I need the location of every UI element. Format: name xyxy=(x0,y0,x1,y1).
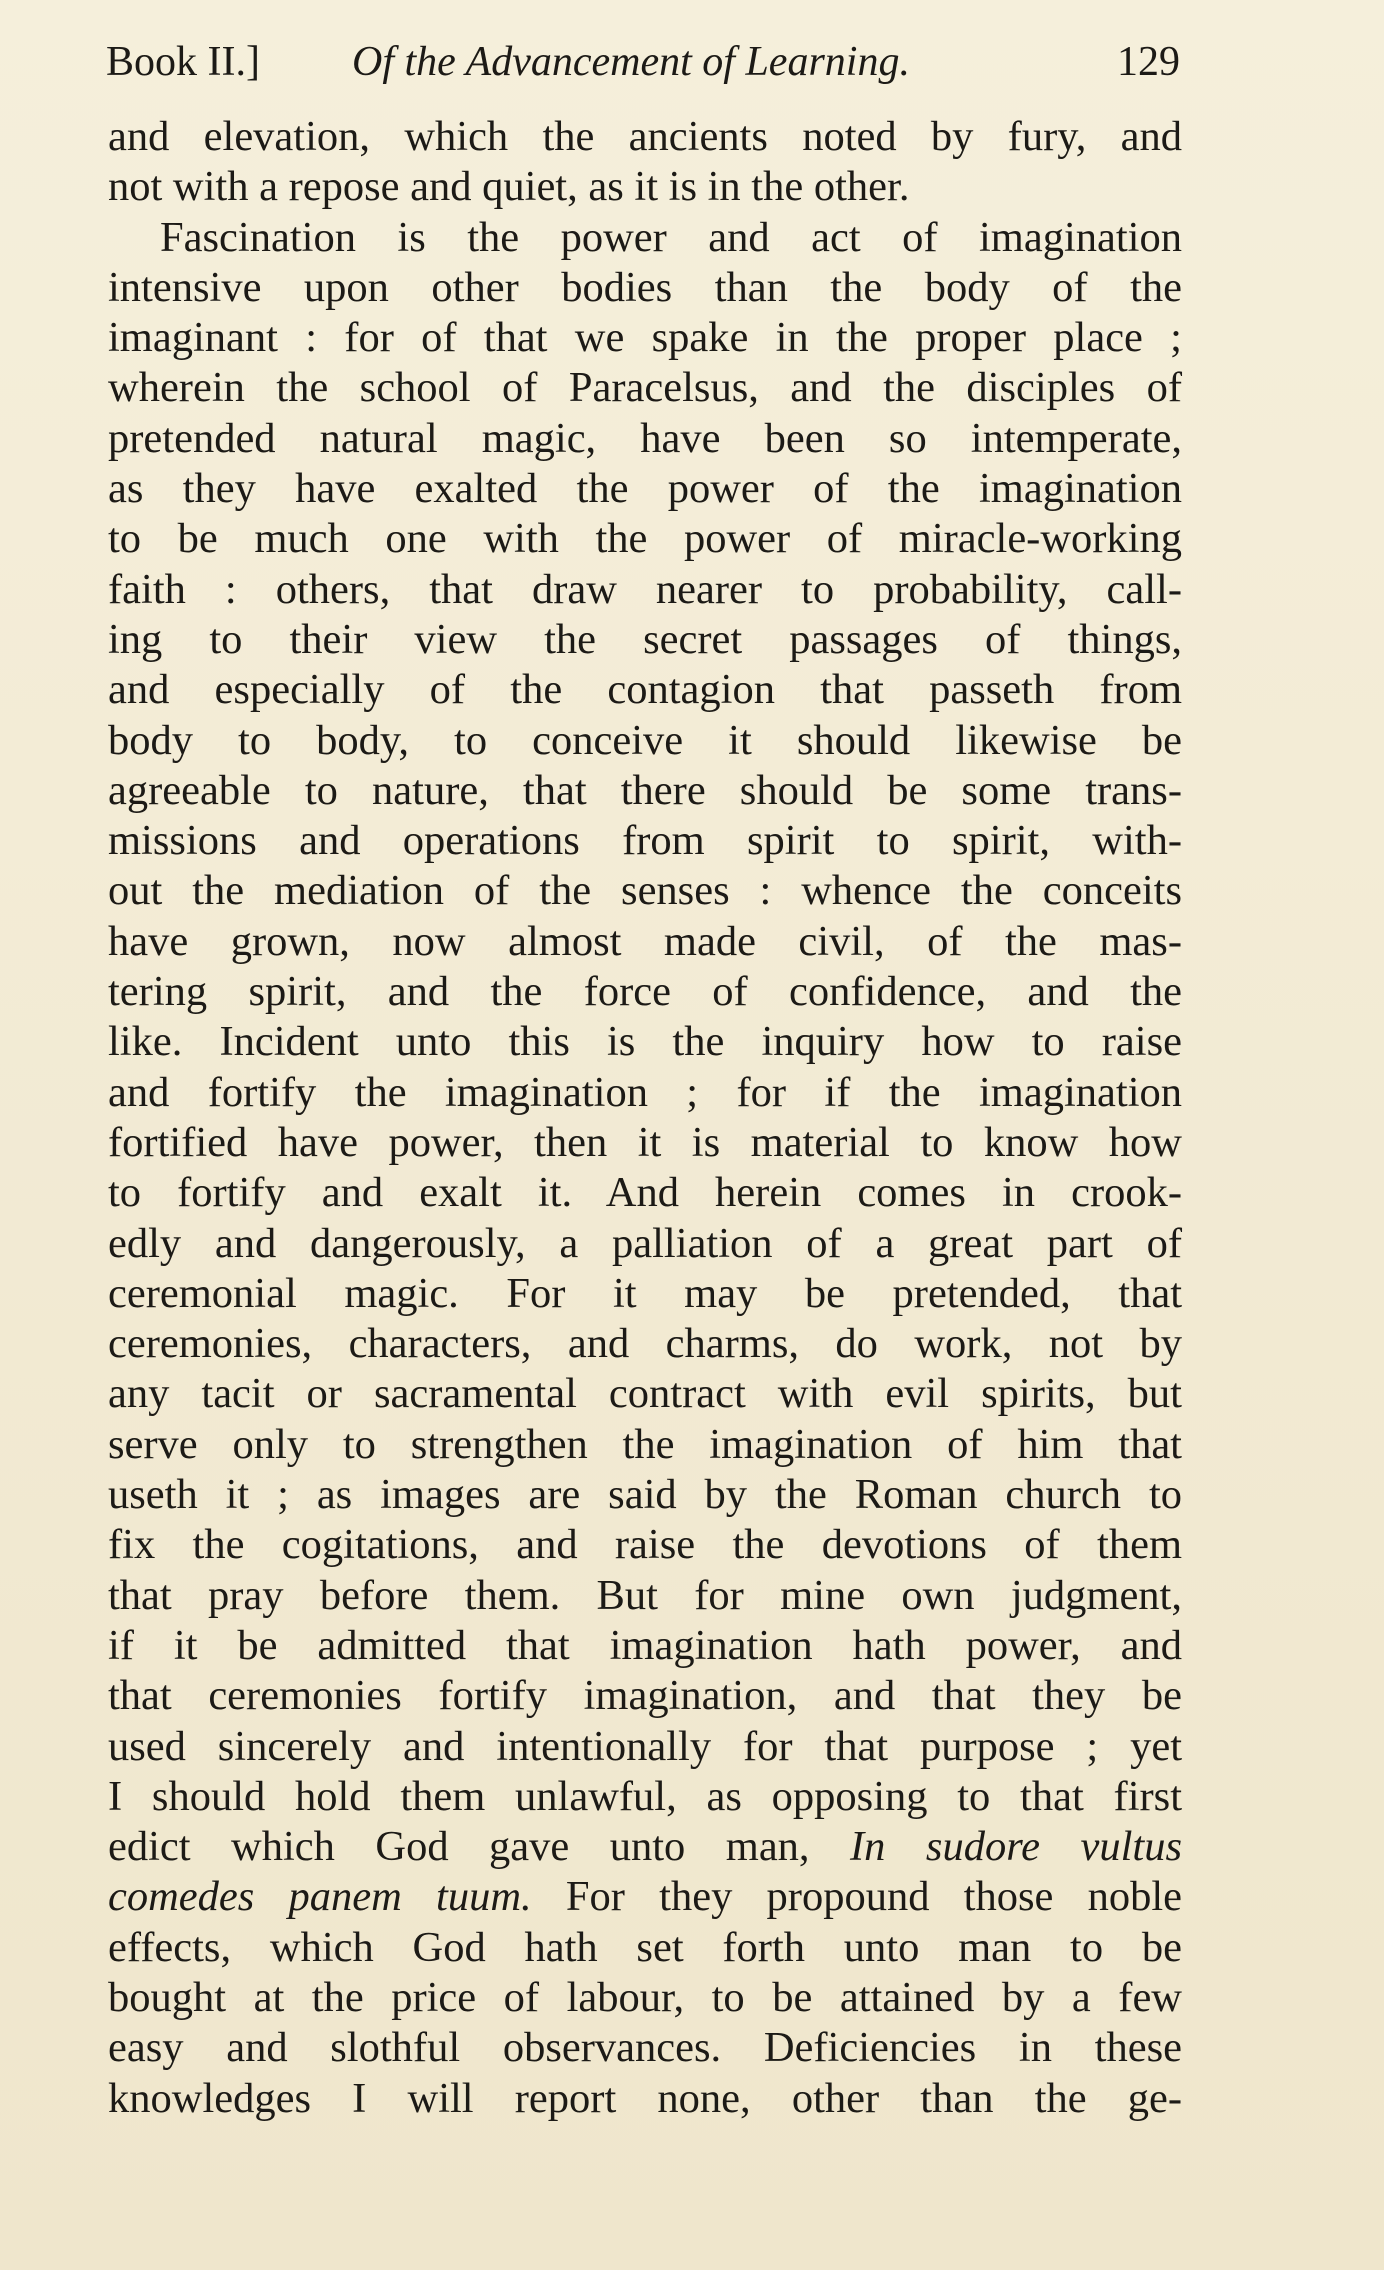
text-line: edly and dangerously, a palliation of a great part of xyxy=(108,1219,1182,1267)
text-line: have grown, now almost made civil, of the mas- xyxy=(108,917,1182,965)
text-line: ing to their view the secret passages of things, xyxy=(108,615,1182,663)
text-line: any tacit or sacramental contract with evil spirits, but xyxy=(108,1370,1182,1418)
text-line: pretended natural magic, have been so intemperate, xyxy=(108,414,1182,462)
text-line: missions and operations from spirit to spirit, with- xyxy=(108,817,1182,865)
text-line: used sincerely and intentionally for that purpose ; yet xyxy=(108,1722,1182,1770)
text-line: knowledges I will report none, other than the ge- xyxy=(108,2074,1182,2122)
latin-phrase-part-2: comedes panem tuum. xyxy=(108,1873,532,1921)
text-line: wherein the school of Paracelsus, and the disciples of xyxy=(108,364,1182,412)
body-text xyxy=(108,112,1182,2124)
text-line: and especially of the contagion that passeth from xyxy=(108,666,1182,714)
text-segment: For they propound those noble xyxy=(565,1873,1183,1921)
text-line: ceremonial magic. For it may be pretended, that xyxy=(108,1269,1182,1317)
text-line: fix the cogitations, and raise the devotions of them xyxy=(108,1521,1182,1569)
text-line: faith : others, that draw nearer to probability, call- xyxy=(108,565,1182,613)
text-line-with-latin xyxy=(108,1822,1182,1872)
text-line: Fascination is the power and act of imagination xyxy=(160,213,1182,261)
text-line: bought at the price of labour, to be attained by a few xyxy=(108,1973,1182,2021)
text-line: like. Incident unto this is the inquiry how to raise xyxy=(108,1018,1182,1066)
text-line: ceremonies, characters, and charms, do work, not by xyxy=(108,1320,1182,1368)
text-line: serve only to strengthen the imagination of him that xyxy=(108,1420,1182,1468)
running-head-title: Of the Advancement of Learning. xyxy=(352,39,910,85)
text-line: that pray before them. But for mine own judgment, xyxy=(108,1571,1182,1619)
text-line: easy and slothful observances. Deficiencies in these xyxy=(108,2024,1182,2072)
text-line: fortified have power, then it is material to know how xyxy=(108,1118,1182,1166)
page-number: 129 xyxy=(1117,39,1180,85)
text-line: to fortify and exalt it. And herein comes in crook- xyxy=(108,1169,1182,1217)
latin-phrase-part-1: In sudore vultus xyxy=(850,1823,1182,1871)
text-line: out the mediation of the senses : whence the conceits xyxy=(108,867,1182,915)
text-line-with-latin xyxy=(108,1872,1182,1922)
text-line: not with a repose and quiet, as it is in the other. xyxy=(108,163,910,211)
text-line: and elevation, which the ancients noted by fury, and xyxy=(108,113,1182,160)
text-line: I should hold them unlawful, as opposing to that first xyxy=(108,1772,1182,1820)
text-line: that ceremonies fortify imagination, and that they be xyxy=(108,1672,1182,1720)
text-segment: edict which God gave unto man, xyxy=(108,1823,810,1871)
text-line: imaginant : for of that we spake in the proper place ; xyxy=(108,314,1182,362)
text-line: effects, which God hath set forth unto man to be xyxy=(108,1923,1182,1971)
text-line: to be much one with the power of miracle-working xyxy=(108,515,1182,563)
text-line: and fortify the imagination ; for if the imagination xyxy=(108,1068,1182,1116)
text-line: as they have exalted the power of the imagination xyxy=(108,465,1182,513)
running-head xyxy=(106,38,1180,98)
text-line: agreeable to nature, that there should be some trans- xyxy=(108,766,1182,814)
text-line: body to body, to conceive it should likewise be xyxy=(108,716,1182,764)
text-line: if it be admitted that imagination hath power, and xyxy=(108,1621,1182,1669)
text-line: intensive upon other bodies than the body of the xyxy=(108,263,1182,311)
text-line: useth it ; as images are said by the Roman church to xyxy=(108,1471,1182,1519)
running-head-book: Book II.] xyxy=(106,39,260,85)
text-line: tering spirit, and the force of confidence, and the xyxy=(108,968,1182,1016)
